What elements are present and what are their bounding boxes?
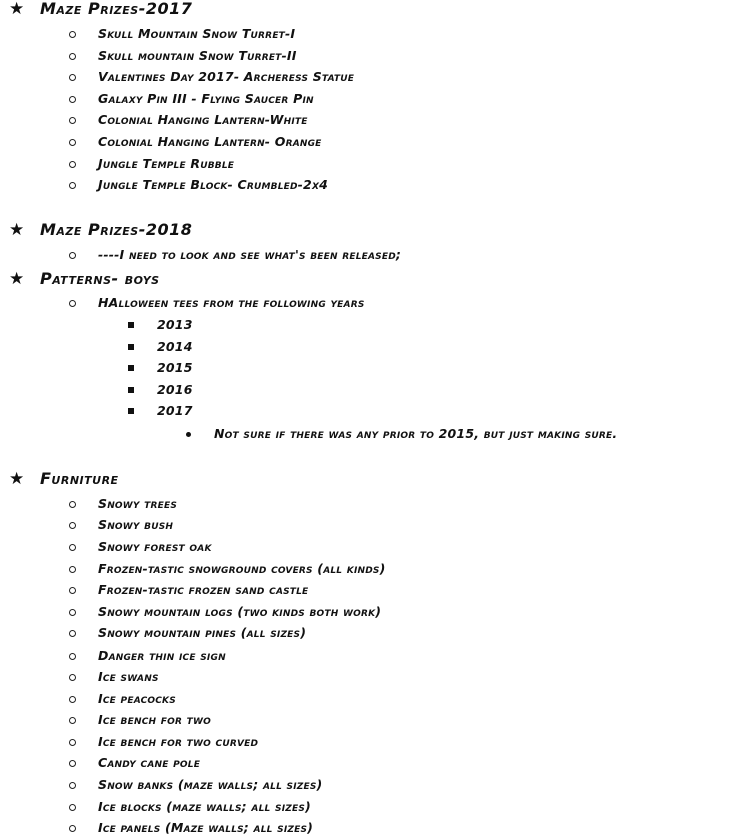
- year-label: 2016: [157, 382, 193, 397]
- circle-bullet-icon: [69, 653, 76, 660]
- list-item-label: Snowy mountain logs (two kinds both work): [98, 604, 382, 619]
- circle-bullet-icon: [69, 252, 76, 259]
- circle-bullet-icon: [69, 566, 76, 573]
- list-item-label: Colonial Hanging Lantern-White: [98, 112, 308, 127]
- circle-bullet-icon: [69, 609, 76, 616]
- square-bullet-icon: [128, 387, 134, 393]
- list-item-label: Skull mountain Snow Turret-II: [98, 48, 297, 63]
- circle-bullet-icon: [69, 696, 76, 703]
- year-label: 2015: [157, 360, 193, 375]
- list-item-label: ----I need to look and see what's been released;: [98, 247, 402, 262]
- list-item-label: Snow banks (maze walls; all sizes): [98, 777, 323, 792]
- circle-bullet-icon: [69, 31, 76, 38]
- circle-bullet-icon: [69, 739, 76, 746]
- circle-bullet-icon: [69, 139, 76, 146]
- circle-bullet-icon: [69, 182, 76, 189]
- section-title: Furniture: [40, 469, 119, 488]
- circle-bullet-icon: [69, 717, 76, 724]
- list-item-label: Jungle Temple Block- Crumbled-2x4: [98, 177, 328, 192]
- list-item-label: HAlloween tees from the following years: [98, 295, 365, 310]
- list-item-label: Frozen-tastic frozen sand castle: [98, 582, 309, 597]
- list-item-label: Snowy trees: [98, 496, 178, 511]
- section-title: Patterns- boys: [40, 269, 160, 288]
- circle-bullet-icon: [69, 501, 76, 508]
- list-item-label: Ice panels (Maze walls; all sizes): [98, 820, 314, 835]
- circle-bullet-icon: [69, 96, 76, 103]
- square-bullet-icon: [128, 408, 134, 414]
- list-item-label: Ice bench for two: [98, 712, 211, 727]
- list-item-label: Jungle Temple Rubble: [98, 156, 235, 171]
- list-item-label: Ice bench for two curved: [98, 734, 259, 749]
- note-label: Not sure if there was any prior to 2015, but just making sure.: [214, 426, 618, 441]
- list-item-label: Colonial Hanging Lantern- Orange: [98, 134, 322, 149]
- square-bullet-icon: [128, 344, 134, 350]
- circle-bullet-icon: [69, 522, 76, 529]
- circle-bullet-icon: [69, 630, 76, 637]
- circle-bullet-icon: [69, 74, 76, 81]
- circle-bullet-icon: [69, 300, 76, 307]
- list-item-label: Galaxy Pin III - Flying Saucer Pin: [98, 91, 314, 106]
- section-title: Maze Prizes-2017: [40, 0, 193, 18]
- list-item-label: Snowy forest oak: [98, 539, 212, 554]
- circle-bullet-icon: [69, 760, 76, 767]
- star-bullet-icon: ★: [9, 469, 25, 489]
- list-item-label: Snowy mountain pines (all sizes): [98, 625, 307, 640]
- list-item-label: Ice blocks (maze walls; all sizes): [98, 799, 311, 814]
- circle-bullet-icon: [69, 117, 76, 124]
- section-title: Maze Prizes-2018: [40, 220, 193, 239]
- star-bullet-icon: ★: [9, 0, 25, 19]
- list-item-label: Valentines Day 2017- Archeress Statue: [98, 69, 355, 84]
- year-label: 2017: [157, 403, 193, 418]
- list-item-label: Frozen-tastic snowground covers (all kinds): [98, 561, 386, 576]
- circle-bullet-icon: [69, 544, 76, 551]
- circle-bullet-icon: [69, 825, 76, 832]
- square-bullet-icon: [128, 322, 134, 328]
- year-label: 2013: [157, 317, 193, 332]
- circle-bullet-icon: [69, 782, 76, 789]
- list-item-label: Ice swans: [98, 669, 159, 684]
- circle-bullet-icon: [69, 674, 76, 681]
- square-bullet-icon: [128, 365, 134, 371]
- circle-bullet-icon: [69, 161, 76, 168]
- list-item-label: Ice peacocks: [98, 691, 176, 706]
- year-label: 2014: [157, 339, 193, 354]
- list-item-label: Skull Mountain Snow Turret-I: [98, 26, 296, 41]
- list-item-label: Candy cane pole: [98, 755, 201, 770]
- circle-bullet-icon: [69, 53, 76, 60]
- circle-bullet-icon: [69, 587, 76, 594]
- star-bullet-icon: ★: [9, 269, 25, 289]
- list-item-label: Danger thin ice sign: [98, 648, 226, 663]
- circle-bullet-icon: [69, 804, 76, 811]
- dot-bullet-icon: [186, 432, 191, 437]
- star-bullet-icon: ★: [9, 220, 25, 240]
- list-item-label: Snowy bush: [98, 517, 174, 532]
